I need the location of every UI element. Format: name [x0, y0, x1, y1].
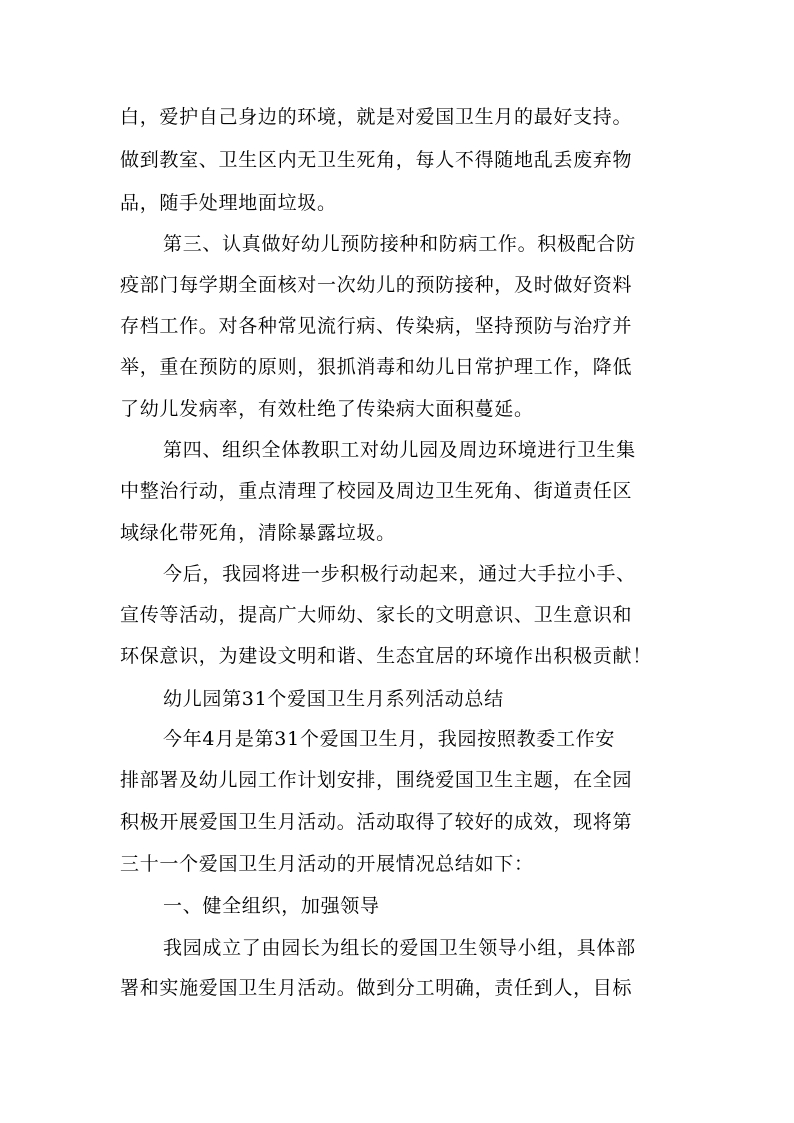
text-line: 中整治行动，重点清理了校园及周边卫生死角、街道责任区 — [120, 480, 633, 502]
text-line: 白，爱护自己身边的环境，就是对爱国卫生月的最好支持。 — [120, 106, 633, 128]
text-line: 排部署及幼儿园工作计划安排，围绕爱国卫生主题，在全园 — [120, 769, 633, 791]
text-line: 宣传等活动，提高广大师幼、家长的文明意识、卫生意识和 — [120, 604, 633, 626]
paragraph-first-line: 今后，我园将进一步积极行动起来，通过大手拉小手、 — [163, 563, 636, 585]
paragraph-first-line: 第三、认真做好幼儿预防接种和防病工作。积极配合防 — [163, 233, 636, 255]
paragraph-first-line: 我园成立了由园长为组长的爱国卫生领导小组，具体部 — [163, 937, 636, 959]
text-line: 做到教室、卫生区内无卫生死角，每人不得随地乱丢废弃物 — [120, 149, 633, 171]
paragraph-first-line: 第四、组织全体教职工对幼儿园及周边环境进行卫生集 — [163, 439, 636, 461]
text-line: 举，重在预防的原则，狠抓消毒和幼儿日常护理工作，降低 — [120, 356, 633, 378]
text-line: 三十一个爱国卫生月活动的开展情况总结如下： — [120, 853, 534, 875]
text-line: 域绿化带死角，清除暴露垃圾。 — [120, 522, 396, 544]
text-line: 环保意识，为建设文明和谐、生态宜居的环境作出积极贡献！ — [120, 645, 652, 667]
text-line: 了幼儿发病率，有效杜绝了传染病大面积蔓延。 — [120, 398, 534, 420]
text-line: 品，随手处理地面垃圾。 — [120, 192, 337, 214]
text-line: 署和实施爱国卫生月活动。做到分工明确，责任到人，目标 — [120, 977, 633, 999]
section-title: 幼儿园第31个爱国卫生月系列活动总结 — [163, 688, 504, 710]
text-line: 存档工作。对各种常见流行病、传染病，坚持预防与治疗并 — [120, 315, 633, 337]
paragraph-first-line: 今年4月是第31个爱国卫生月，我园按照教委工作安 — [163, 728, 616, 750]
section-heading: 一、健全组织，加强领导 — [163, 895, 380, 917]
text-line: 积极开展爱国卫生月活动。活动取得了较好的成效，现将第 — [120, 811, 633, 833]
text-line: 疫部门每学期全面核对一次幼儿的预防接种，及时做好资料 — [120, 274, 633, 296]
